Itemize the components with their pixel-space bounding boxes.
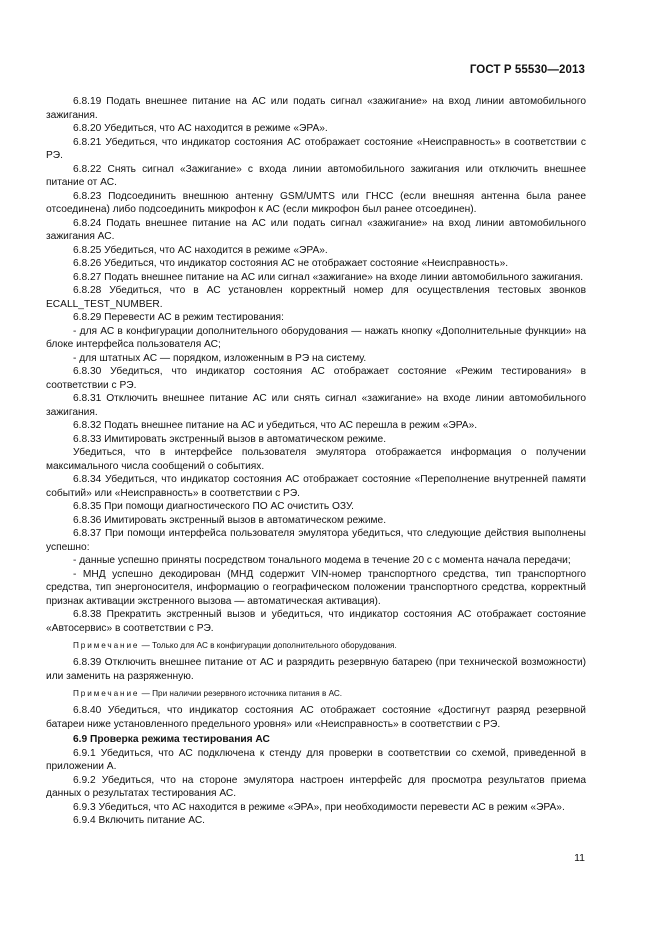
paragraph: 6.8.29 Перевести АС в режим тестирования: — [73, 312, 284, 323]
paragraph: 6.8.35 При помощи диагностического ПО АС очистить ОЗУ. — [73, 501, 354, 512]
paragraph: 6.9.1 Убедиться, что АС подключена к стенду для проверки в соответствии со схемой, приведенной в приложении А. — [46, 747, 586, 772]
paragraph: 6.8.23 Подсоединить внешнюю антенну GSM/UMTS или ГНСС (если внешняя антенна была ранее отсоединена) либо подсоединить микрофон к АС (если микрофон был ранее отсоединен). — [46, 190, 586, 215]
paragraph: 6.8.19 Подать внешнее питание на АС или подать сигнал «зажигание» на вход линии автомобильного зажигания. — [46, 96, 586, 121]
paragraph: 6.8.22 Снять сигнал «Зажигание» с входа линии автомобильного зажигания или отключить внешнее питание от АС. — [46, 163, 586, 188]
paragraph: 6.8.37 При помощи интерфейса пользователя эмулятора убедиться, что следующие действия выполнены успешно: — [46, 528, 586, 553]
note — [46, 640, 586, 651]
paragraph: 6.8.21 Убедиться, что индикатор состояния АС отображает состояние «Неисправность» в соответствии с РЭ. — [46, 136, 586, 161]
list-item: - МНД успешно декодирован (МНД содержит VIN-номер транспортного средства, тип транспортного средства, тип энергоносителя, информацию о географическом положении транспортного средства, корректный признак активации экстренного вызова — автоматическая активация). — [46, 568, 586, 607]
paragraph: 6.9.4 Включить питание АС. — [73, 815, 206, 826]
note — [46, 688, 586, 699]
document-body — [46, 95, 586, 828]
paragraph: 6.8.38 Прекратить экстренный вызов и убедиться, что индикатор состояния АС отображает состояние «Автосервис» в соответствии с РЭ. — [46, 609, 586, 634]
note-label: Примечание — [73, 641, 140, 650]
paragraph: 6.9.2 Убедиться, что на стороне эмулятора настроен интерфейс для просмотра результатов приема данных о результатах тестирования АС. — [46, 774, 586, 799]
note-text: — Только для АС в конфигурации дополнительного оборудования. — [141, 641, 397, 650]
paragraph: 6.8.39 Отключить внешнее питание от АС и разрядить резервную батарею (при технической возможности) или заменить на разряженную. — [46, 657, 586, 682]
paragraph: 6.9.3 Убедиться, что АС находится в режиме «ЭРА», при необходимости перевести АС в режим «ЭРА». — [73, 801, 565, 813]
note-label: Примечание — [73, 689, 140, 698]
list-item: - для АС в конфигурации дополнительного оборудования — нажать кнопку «Дополнительные функции» на блоке интерфейса пользователя АС; — [46, 325, 586, 350]
list-item: - для штатных АС — порядком, изложенным в РЭ на систему. — [73, 352, 367, 364]
note-text: — При наличии резервного источника питания в АС. — [141, 689, 343, 698]
paragraph: 6.8.33 Имитировать экстренный вызов в автоматическом режиме. — [73, 433, 387, 445]
paragraph: 6.8.31 Отключить внешнее питание АС или снять сигнал «зажигание» на входе линии автомобильного зажигания. — [46, 393, 586, 418]
paragraph: Убедиться, что в интерфейсе пользователя эмулятора отображается информация о получении максимального числа сообщений о событиях. — [46, 447, 586, 472]
list-item: - данные успешно приняты посредством тонального модема в течение 20 с с момента начала передачи; — [73, 555, 571, 566]
paragraph: 6.8.40 Убедиться, что индикатор состояния АС отображает состояние «Достигнут разряд резервной батареи ниже установленного предельного уровня» или «Неисправность» в соответствии с РЭ. — [46, 705, 586, 730]
paragraph: 6.8.28 Убедиться, что в АС установлен корректный номер для осуществления тестовых звонков ECALL_TEST_NUMBER. — [46, 285, 586, 310]
section-heading: 6.9 Проверка режима тестирования АС — [73, 734, 270, 745]
paragraph: 6.8.25 Убедиться, что АС находится в режиме «ЭРА». — [73, 244, 328, 256]
paragraph: 6.8.26 Убедиться, что индикатор состояния АС не отображает состояние «Неисправность». — [73, 258, 509, 269]
paragraph: 6.8.27 Подать внешнее питание на АС или сигнал «зажигание» на входе линии автомобильного зажигания. — [73, 271, 584, 283]
paragraph: 6.8.24 Подать внешнее питание на АС или подать сигнал «зажигание» на вход линии автомобильного зажигания АС. — [46, 217, 586, 242]
page-number: 11 — [574, 852, 585, 864]
paragraph: 6.8.36 Имитировать экстренный вызов в автоматическом режиме. — [73, 514, 387, 526]
document-code: ГОСТ Р 55530—2013 — [469, 64, 585, 76]
paragraph: 6.8.34 Убедиться, что индикатор состояния АС отображает состояние «Переполнение внутренней памяти событий» или «Неисправность» в соответствии с РЭ. — [46, 474, 586, 499]
paragraph: 6.8.20 Убедиться, что АС находится в режиме «ЭРА». — [73, 123, 328, 134]
paragraph: 6.8.32 Подать внешнее питание на АС и убедиться, что АС перешла в режим «ЭРА». — [73, 420, 478, 431]
paragraph: 6.8.30 Убедиться, что индикатор состояния АС отображает состояние «Режим тестирования» в соответствии с РЭ. — [46, 366, 586, 391]
